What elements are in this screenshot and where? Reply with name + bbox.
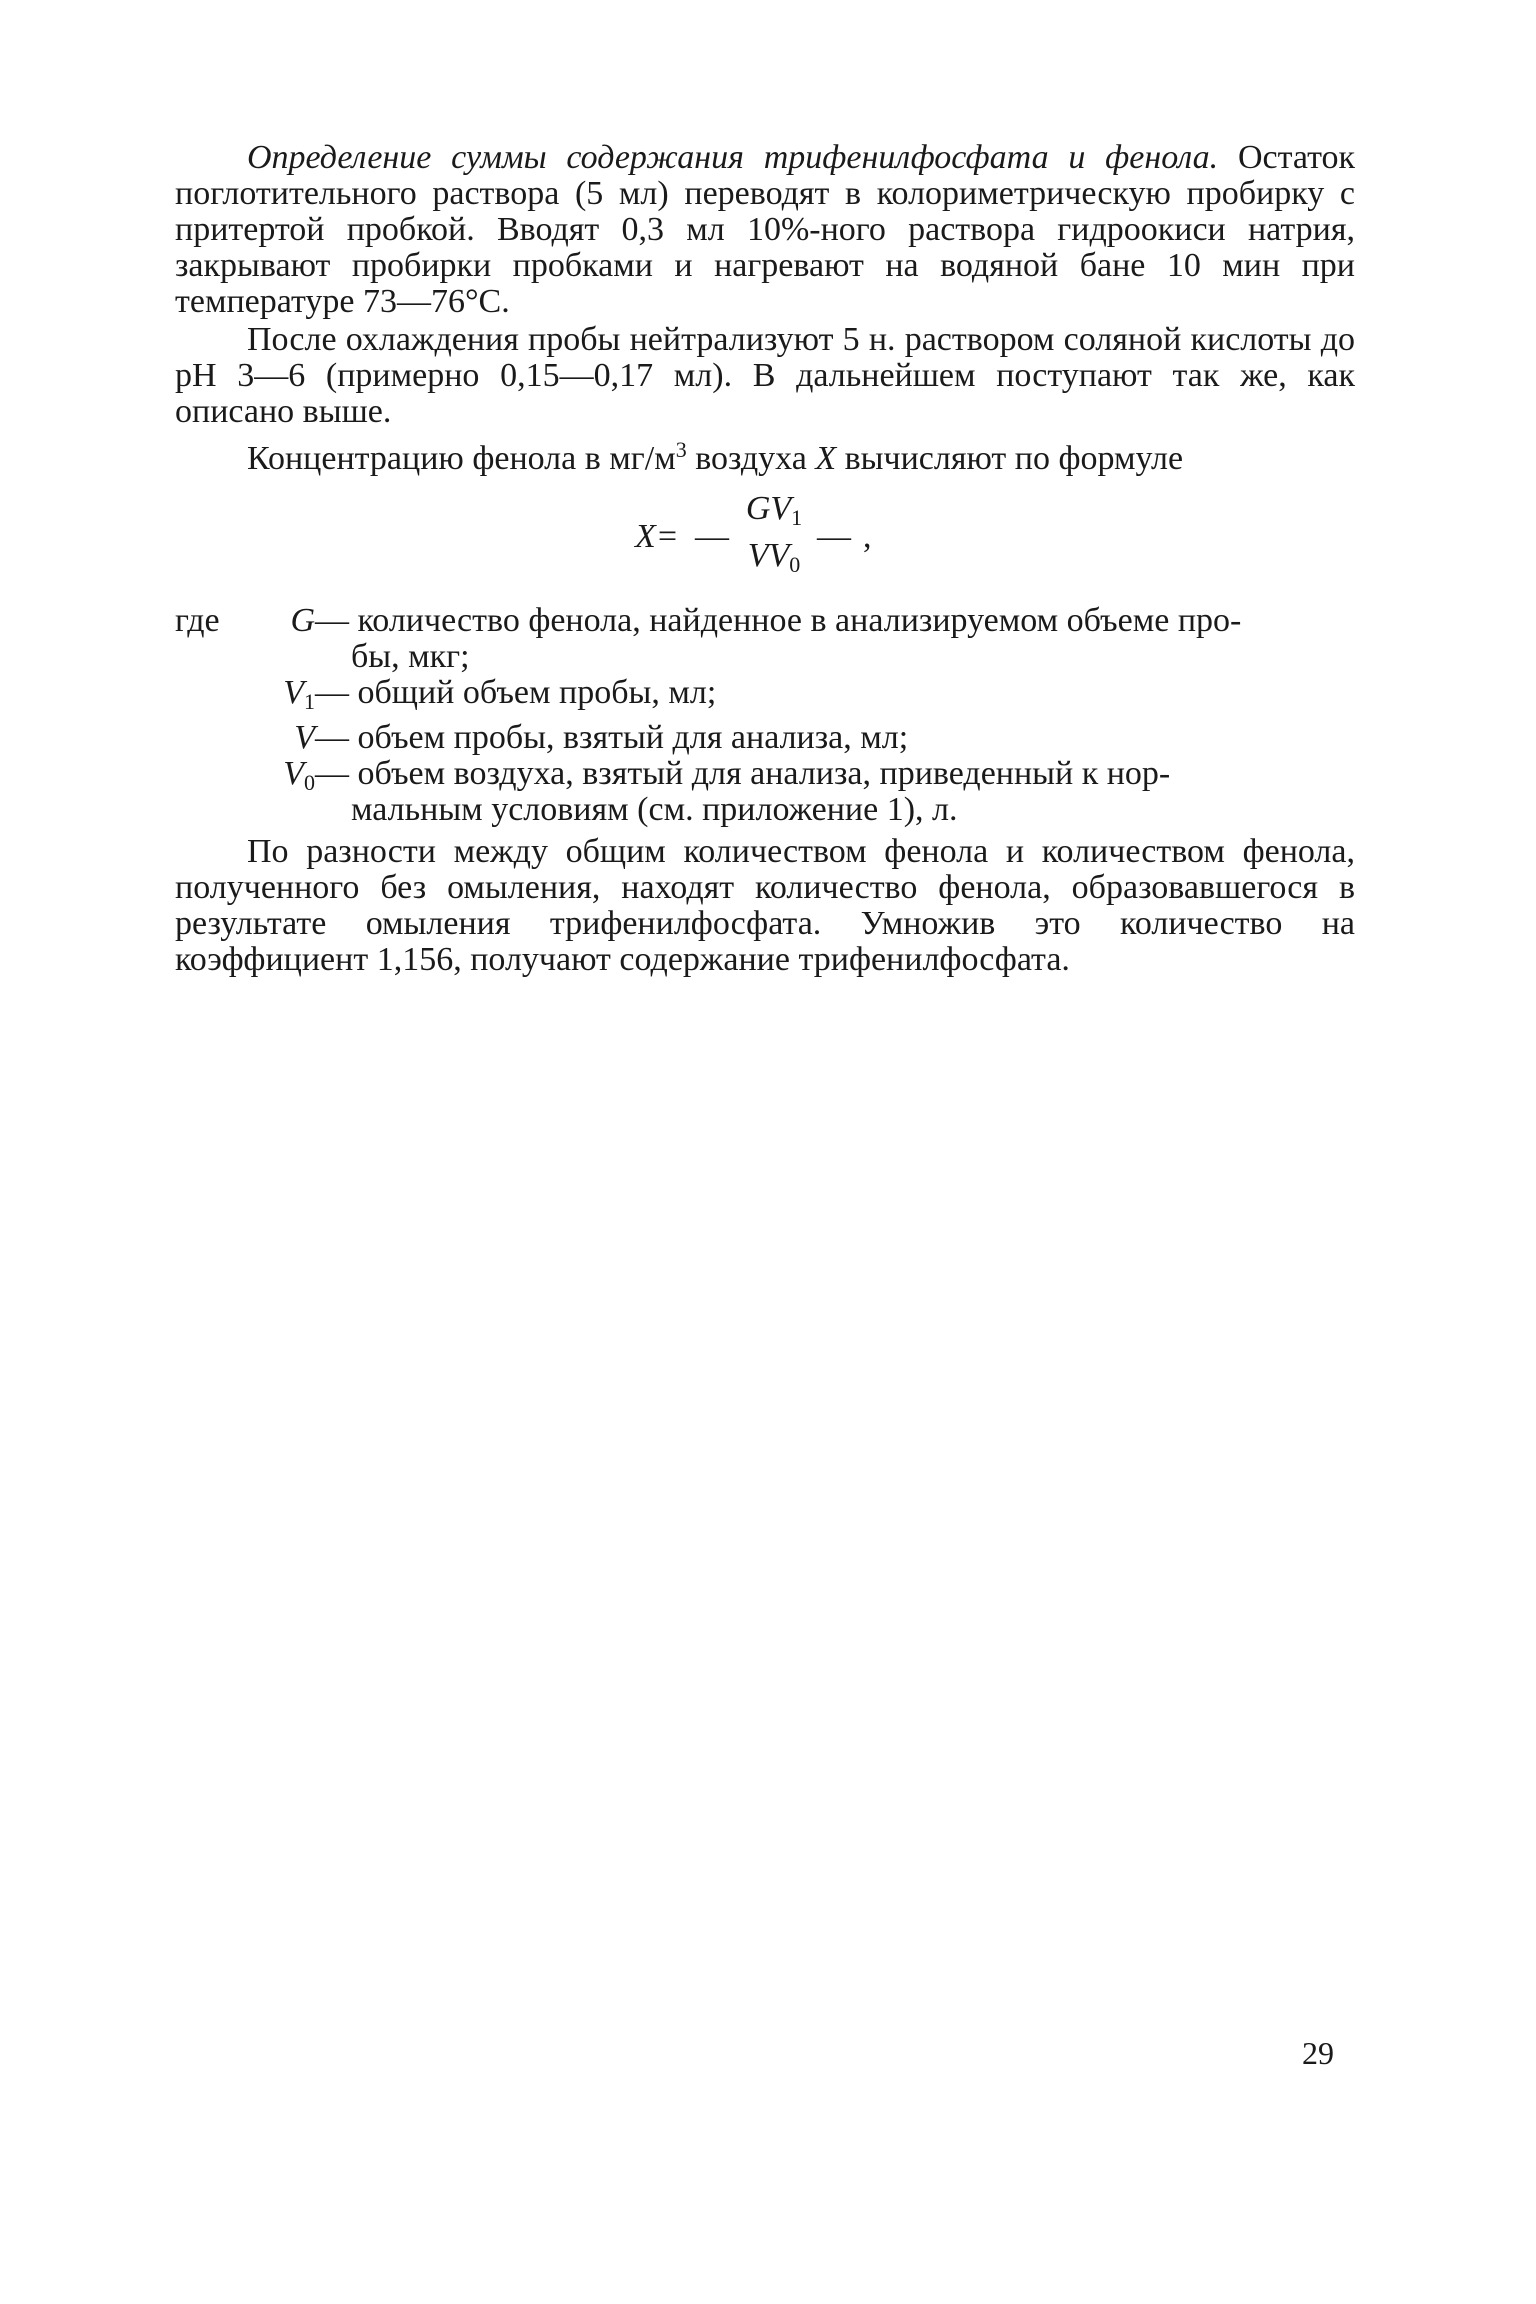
legend-symbol	[235, 603, 315, 675]
num-sub: 1	[791, 505, 803, 530]
formula-fraction	[731, 491, 817, 583]
legend-symbol-sub: 1	[304, 689, 315, 714]
formula-denominator	[731, 538, 817, 583]
legend-symbol-sub: 0	[304, 770, 315, 795]
legend-row	[175, 675, 1355, 720]
paragraph-3	[175, 432, 1355, 477]
paragraph-2: После охлаждения пробы нейтрализуют 5 н. раствором соляной кислоты до рН 3—6 (примерно 0,15—0,17 мл). В дальнейшем поступают так же, как описано выше.	[175, 321, 1355, 430]
legend-row	[175, 720, 1355, 756]
legend-intro: где	[175, 602, 220, 639]
legend-row	[175, 756, 1355, 828]
num-main: GV	[745, 490, 792, 527]
page-text	[175, 140, 1355, 980]
legend-intro-blank	[175, 756, 235, 828]
den-main: VV	[747, 537, 790, 574]
paragraph-1-body: Остаток поглотительного раствора (5 мл) переводят в колориметрическую пробирку с притертой пробкой. Вводят 0,3 мл 10%-ного раствора гидроокиси натрия, закрывают пробирки пробками и нагревают на водяной бане 10 мин при температуре 73—76°С.	[175, 139, 1355, 320]
legend-symbol-main: V	[283, 755, 304, 792]
formula-dash-left: —	[695, 518, 729, 555]
section-heading: Определение суммы содержания трифенилфосфата и фенола.	[247, 139, 1219, 176]
p3-var: X	[815, 440, 837, 477]
page-number: 29	[1302, 2035, 1334, 2071]
legend-desc-line1: — количество фенола, найденное в анализируемом объеме про-	[315, 602, 1242, 639]
den-sub: 0	[789, 552, 801, 577]
p3-sup: 3	[675, 437, 687, 462]
legend-symbol	[235, 720, 315, 756]
legend-symbol-main: V	[283, 674, 304, 711]
legend-desc-line1: — общий объем пробы, мл;	[315, 674, 717, 711]
legend-symbol-main: V	[294, 719, 315, 756]
paragraph-1	[175, 140, 1355, 320]
p3-pre: Концентрацию фенола в мг/м	[247, 440, 676, 477]
legend-desc-line1: — объем пробы, взятый для анализа, мл;	[315, 719, 909, 756]
formula-lhs: X=	[635, 518, 679, 555]
legend-desc-line1: — объем воздуха, взятый для анализа, приведенный к нор-	[315, 755, 1171, 792]
legend-row	[175, 603, 1355, 675]
legend-intro-blank	[175, 675, 235, 720]
legend-symbol	[235, 675, 315, 720]
legend-symbol	[235, 756, 315, 828]
formula-dash-right: —	[817, 518, 851, 555]
legend-description	[315, 756, 1355, 828]
legend-symbol-main: G	[290, 602, 315, 639]
variable-legend	[175, 603, 1355, 828]
legend-intro-blank	[175, 720, 235, 756]
paragraph-4: По разности между общим количеством фенола и количеством фенола, полученного без омыления, находят количество фенола, образовавшегося в результате омыления трифенилфосфата. Умножив это количество на коэффициент 1,156, получают содержание трифенилфосфата.	[175, 833, 1355, 978]
p3-mid: воздуха	[686, 440, 816, 477]
legend-description	[315, 675, 1355, 720]
formula-comma: ,	[863, 518, 872, 555]
p3-post: вычисляют по формуле	[836, 440, 1184, 477]
legend-description	[315, 720, 1355, 756]
formula	[175, 487, 1355, 597]
legend-description	[315, 603, 1355, 675]
legend-desc-line2: мальным условиям (см. приложение 1), л.	[351, 791, 958, 828]
legend-desc-line2: бы, мкг;	[351, 638, 470, 675]
formula-numerator	[731, 491, 817, 536]
